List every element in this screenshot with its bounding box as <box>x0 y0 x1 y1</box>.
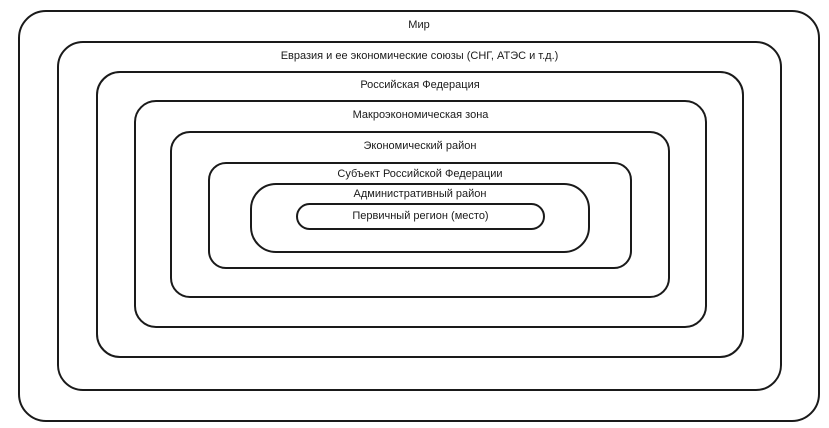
level-world-label: Мир <box>408 19 430 31</box>
level-administrative-district-label: Административный район <box>353 188 487 200</box>
level-primary-region <box>296 203 545 230</box>
level-russian-federation-label: Российская Федерация <box>360 79 480 91</box>
level-primary-region-label: Первичный регион (место) <box>352 210 489 222</box>
level-economic-district-label: Экономический район <box>363 140 477 152</box>
level-macroeconomic-zone-label: Макроэкономическая зона <box>352 109 489 121</box>
level-eurasia-label: Евразия и ее экономические союзы (СНГ, АТЭС и т.д.) <box>280 50 559 62</box>
level-federal-subject-label: Субъект Российской Федерации <box>337 168 503 180</box>
